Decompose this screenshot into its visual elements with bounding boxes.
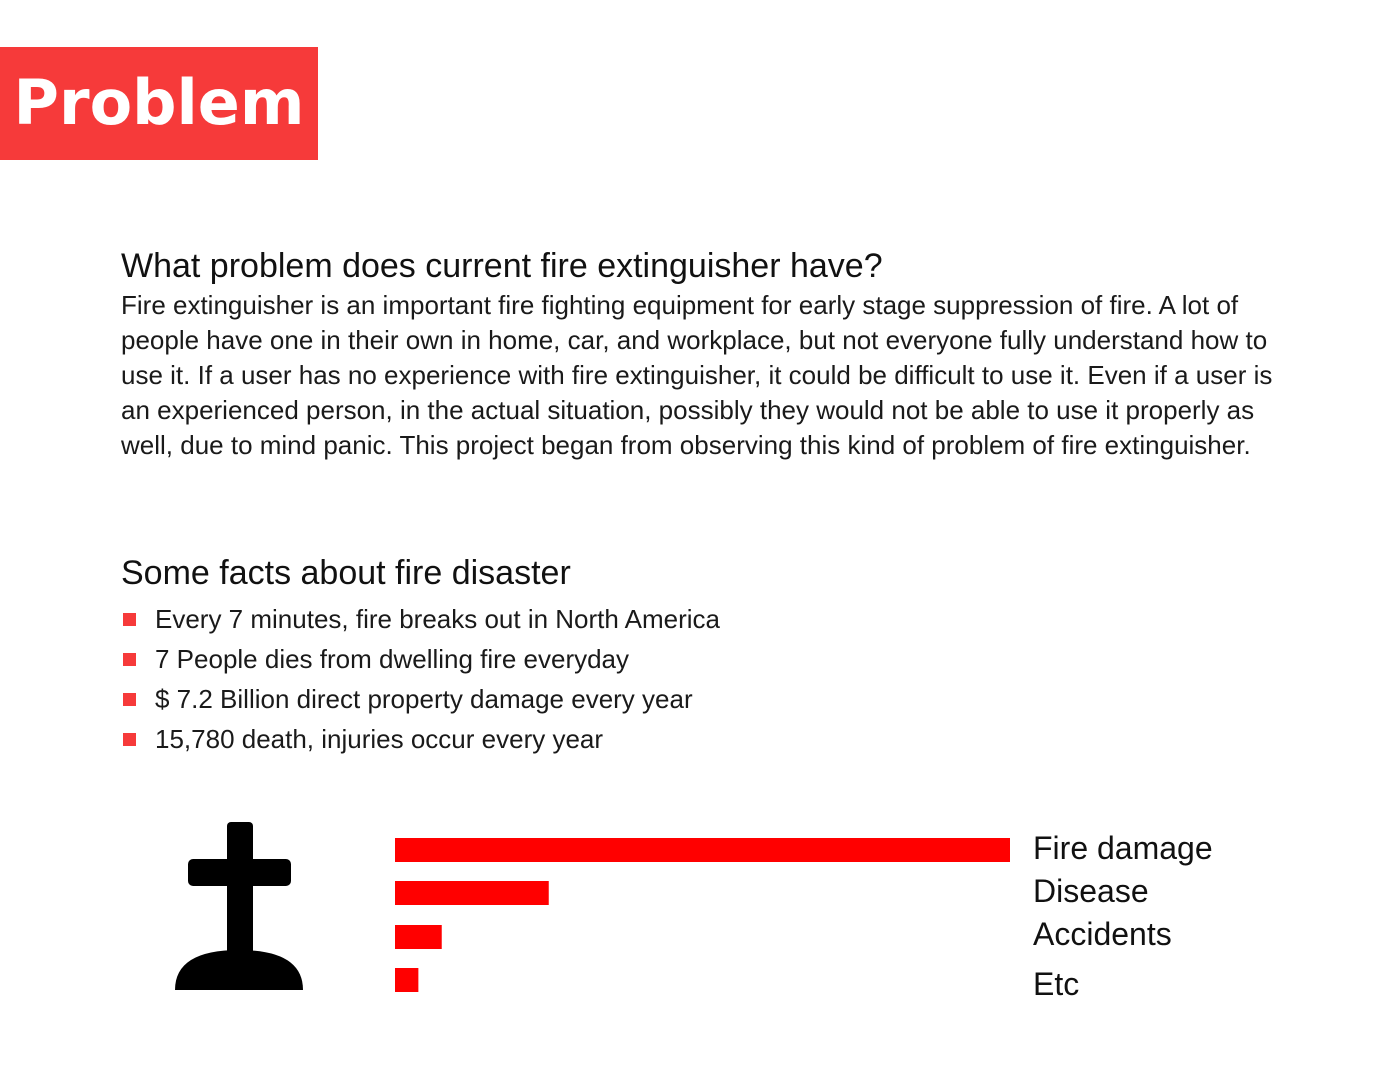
bullet-square-icon xyxy=(123,693,136,706)
cause-of-death-chart xyxy=(0,800,1400,1040)
bullet-square-icon xyxy=(123,653,136,666)
fact-text: 7 People dies from dwelling fire everyday xyxy=(155,643,630,674)
fact-item xyxy=(121,599,1221,639)
fact-text: Every 7 minutes, fire breaks out in North America xyxy=(155,603,721,634)
fact-text: 15,780 death, injuries occur every year xyxy=(155,723,604,754)
bar-etc xyxy=(395,968,418,992)
bar-accidents xyxy=(395,925,442,949)
facts-list xyxy=(121,599,1221,759)
fact-item xyxy=(121,679,1221,719)
section-banner xyxy=(0,47,318,160)
labels-group xyxy=(1033,830,1213,1002)
facts-heading: Some facts about fire disaster xyxy=(121,554,571,592)
bars-group xyxy=(395,838,1010,992)
bar-label: Disease xyxy=(1033,873,1149,909)
banner-title: Problem xyxy=(13,65,305,139)
bar-fire-damage xyxy=(395,838,1010,862)
gravestone-icon xyxy=(175,822,303,990)
facts-section xyxy=(121,551,1221,759)
intro-paragraph: Fire extinguisher is an important fire fighting equipment for early stage suppression of fire. A lot of people have one in their own in home, car, and workplace, but not everyone fully understand how to use it. If a user has no experience with fire extinguisher, it could be difficult to use it. Even if a user is an experienced person, in the actual situation, possibly they would not be able to use it properly as well, due to mind panic. This project began from observing this kind of problem of fire extinguisher. xyxy=(121,290,1273,460)
fact-item xyxy=(121,719,1221,759)
intro-heading: What problem does current fire extinguisher have? xyxy=(121,247,883,285)
bullet-square-icon xyxy=(123,733,136,746)
bullet-square-icon xyxy=(123,613,136,626)
intro-section xyxy=(121,244,1291,463)
bar-disease xyxy=(395,881,549,905)
bar-label: Accidents xyxy=(1033,916,1172,952)
fact-item xyxy=(121,639,1221,679)
bar-label: Fire damage xyxy=(1033,830,1213,866)
bar-label: Etc xyxy=(1033,966,1080,1002)
fact-text: $ 7.2 Billion direct property damage every year xyxy=(155,683,693,714)
